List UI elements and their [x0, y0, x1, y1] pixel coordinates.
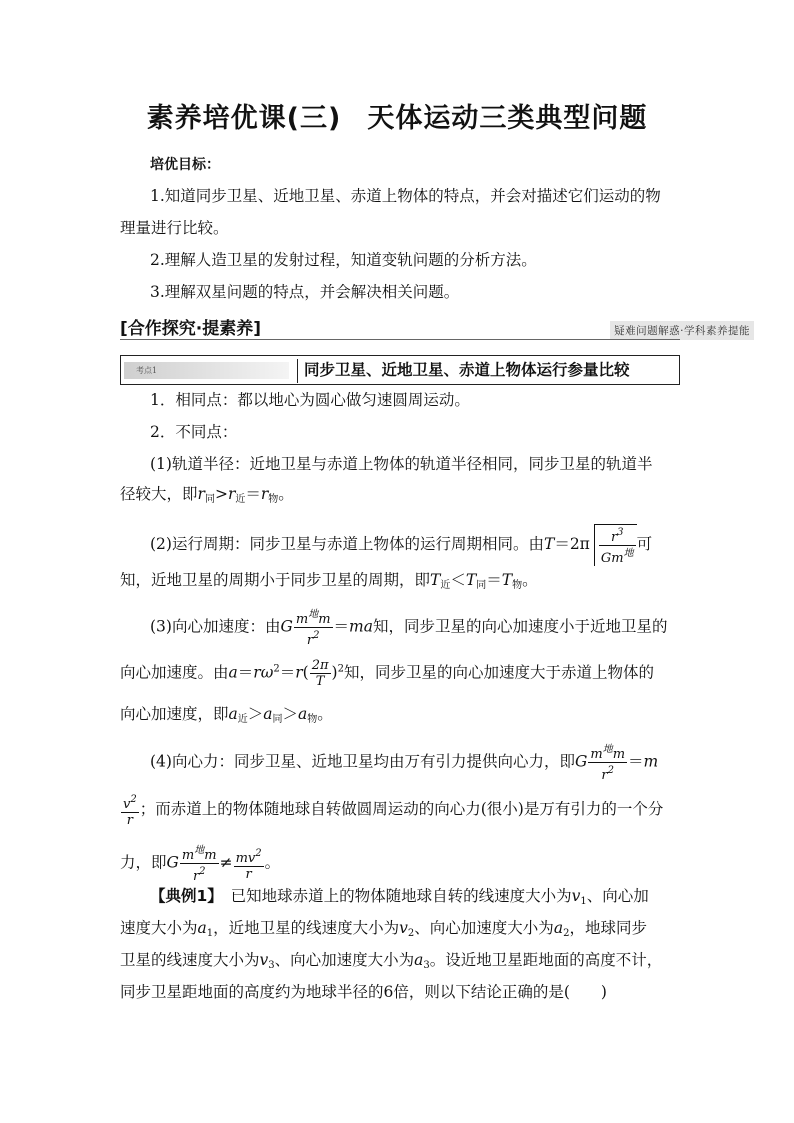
- p6-line-a: (4)向心力：同步卫星、近地卫星均由万有引力提供向心力，即G $\frac{m^地m}{r^2}$ ＝m: [150, 744, 659, 783]
- title-part1: 素养培优课(三): [146, 103, 342, 134]
- goal-1b: 理量进行比较。: [120, 219, 229, 237]
- section-divider: [120, 339, 680, 340]
- example-line-b: 速度大小为$a_1$，近地卫星的线速度大小为$v_2$、向心加速度大小为$a_2$，地球同步: [120, 919, 647, 939]
- goal-3: 3.理解双星问题的特点，并会解决相关问题。: [150, 283, 460, 301]
- goal-1a: 1.知道同步卫星、近地卫星、赤道上物体的特点，并会对描述它们运动的物: [150, 187, 661, 205]
- topic-box: [120, 355, 680, 385]
- p4-line-a: (2)运行周期：同步卫星与赤道上物体的运行周期相同。由T＝2π $\frac{r^3}{Gm^地}$ 可: [150, 524, 710, 566]
- p3-line-a: (1)轨道半径：近地卫星与赤道上物体的轨道半径相同，同步卫星的轨道半: [150, 455, 653, 473]
- page-title: [0, 96, 794, 135]
- p5-line-c: 向心加速度，即$a_近>a_同>a_物$。: [120, 705, 333, 725]
- section-header: [合作探究·提素养]: [120, 319, 261, 339]
- topic-title: 同步卫星、近地卫星、赤道上物体运行参量比较: [297, 359, 630, 383]
- title-part2: 天体运动三类典型问题: [367, 103, 648, 134]
- topic-badge: 考点1: [124, 362, 289, 379]
- p6-line-c: 力，即G $\frac{m^地m}{r^2}$ ≠ $\frac{mv^2}{r}$ 。: [120, 845, 281, 884]
- example-line-a: 【典例1】 已知地球赤道上的物体随地球自转的线速度大小为$v_1$、向心加: [150, 887, 649, 907]
- section-tag: 疑难问题解惑·学科素养提能: [610, 321, 754, 340]
- p3-line-b: 径较大，即$r_同>r_近=r_物$。: [120, 485, 294, 505]
- example-line-d: 同步卫星距地面的高度约为地球半径的6倍，则以下结论正确的是( ): [120, 983, 607, 1001]
- p6-line-b: $\frac{v^2}{r}$ ；而赤道上的物体随地球自转做圆周运动的向心力(很小)是万有引力的一个分: [123, 794, 664, 828]
- p5-line-a: (3)向心加速度：由G $\frac{m^地m}{r^2}$ ＝ma知，同步卫星的向心加速度小于近地卫星的: [150, 609, 668, 648]
- example-line-c: 卫星的线速度大小为$v_3$、向心加速度大小为$a_3$。设近地卫星距地面的高度不计，: [120, 951, 663, 971]
- point-2: 2．不同点：: [150, 423, 238, 441]
- goal-2: 2.理解人造卫星的发射过程，知道变轨问题的分析方法。: [150, 251, 537, 269]
- p5-line-b: 向心加速度。由$a=r\omega^2=r$( $\frac{2\pi}{T}$ )$^2$知，同步卫星的向心加速度大于赤道上物体的: [120, 658, 654, 689]
- sqrt-formula: $\frac{r^3}{Gm^地}$: [594, 524, 637, 566]
- p4-line-b: 知，近地卫星的周期小于同步卫星的周期，即$T_近<T_同=T_物$。: [120, 571, 538, 591]
- goals-heading: 培优目标：: [150, 157, 220, 173]
- point-1: 1．相同点：都以地心为圆心做匀速圆周运动。: [150, 391, 470, 409]
